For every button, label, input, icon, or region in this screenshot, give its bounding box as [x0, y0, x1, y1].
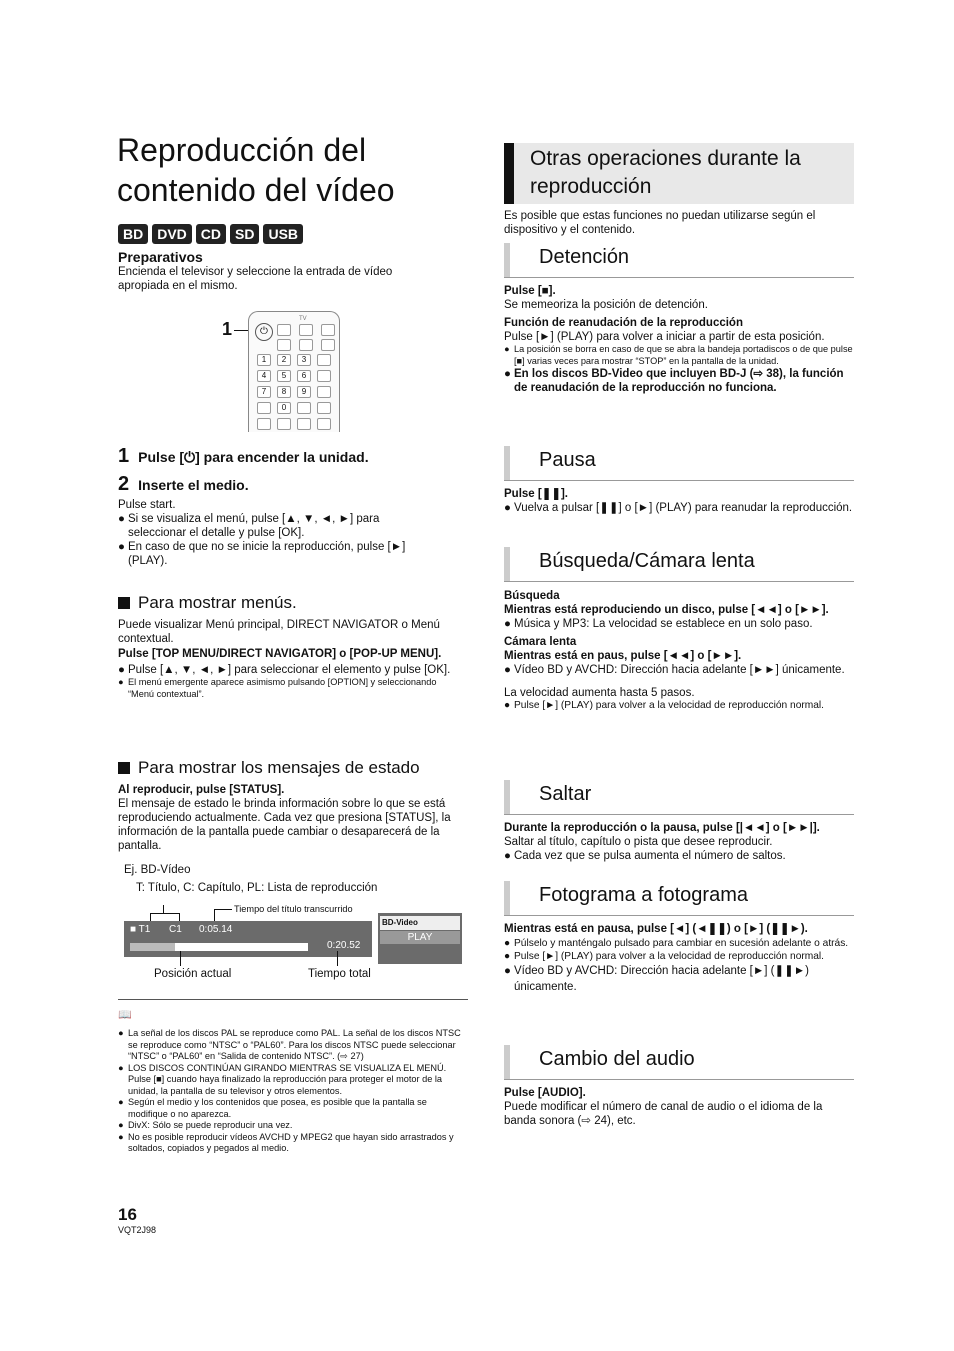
elapsed-pointer-line — [214, 909, 215, 921]
notes-list — [118, 1028, 468, 1155]
status-example: Ej. BD-Vídeo — [124, 864, 191, 876]
menus-heading-text: Para mostrar menús. — [138, 593, 297, 612]
tc-bracket-stem — [163, 905, 164, 913]
bullet-icon: ● — [504, 368, 511, 380]
detencion-title: Detención — [539, 246, 630, 268]
main-heading-box — [504, 143, 854, 204]
section-audio — [504, 1045, 854, 1128]
busqueda-bullet-2: Vídeo BD y AVCHD: Dirección hacia adelante [►►] únicamente. — [514, 664, 845, 676]
status-text: El mensaje de estado le brinda información sobre lo que se está reproduciendo actualmente. Cada vez que presiona [STATUS], la información de la pantalla puede cambiar o desaparecerá de la pantalla. — [118, 798, 451, 852]
square-icon — [118, 597, 130, 609]
remote-key — [317, 418, 331, 430]
total-label: Tiempo total — [308, 968, 371, 980]
title-line-1: Reproducción del — [117, 132, 367, 168]
step-1 — [118, 445, 369, 468]
square-icon — [118, 762, 130, 774]
prep-heading: Preparativos — [118, 249, 203, 265]
fotograma-bullet-2: Pulse [►] (PLAY) para volver a la velocidad de reproducción normal. — [514, 950, 825, 962]
remote-key — [317, 386, 331, 398]
step-2-number: 2 — [118, 473, 130, 495]
bullet-icon: ● — [504, 618, 511, 630]
step-2-line: Pulse start. — [118, 499, 176, 511]
menus-body — [118, 618, 458, 700]
detencion-bold-1: Pulse [■]. — [504, 285, 556, 297]
section-pausa — [504, 446, 854, 515]
detencion-bold-2: Función de reanudación de la reproducción — [504, 317, 743, 329]
saltar-title-bar — [504, 780, 854, 815]
busqueda-title-bar — [504, 547, 854, 582]
bullet-icon: ● — [118, 664, 125, 676]
busqueda-h1: Búsqueda — [504, 590, 560, 602]
status-bar-title: ■ T1 — [130, 924, 151, 935]
progress-track — [130, 943, 308, 951]
busqueda-bullet-1: Música y MP3: La velocidad se establece en un solo paso. — [514, 618, 813, 630]
position-label: Posición actual — [154, 968, 232, 980]
bullet-icon: ● — [504, 700, 511, 711]
menus-bullet-1: Pulse [▲, ▼, ◄, ►] para seleccionar el elemento y pulse [OK]. — [128, 664, 451, 676]
fotograma-bold: Mientras está en pausa, pulse [◄] (◄❚❚) o [►] (❚❚►). — [504, 923, 808, 935]
prep-text: Encienda el televisor y seleccione la entrada de vídeo apropiada en el mismo. — [118, 266, 393, 292]
status-heading-text: Para mostrar los mensajes de estado — [138, 758, 420, 777]
status-panel-state: PLAY — [380, 931, 460, 944]
position-pointer — [180, 951, 181, 966]
status-body — [118, 783, 458, 853]
remote-key — [299, 324, 313, 336]
remote-key — [257, 418, 271, 430]
main-heading: Otras operaciones durante la reproducción — [530, 147, 801, 198]
status-heading — [118, 758, 420, 778]
saltar-text: Saltar al título, capítulo o pista que desee reproducir. — [504, 836, 773, 848]
badge-cd: CD — [196, 224, 226, 244]
audio-title-bar — [504, 1045, 854, 1080]
total-pointer — [337, 951, 338, 966]
remote-illustration — [248, 311, 340, 432]
remote-key-8: 8 — [277, 386, 291, 398]
status-bar-elapsed: 0:05.14 — [199, 924, 233, 935]
status-bold: Al reproducir, pulse [STATUS]. — [118, 784, 285, 796]
elapsed-label: Tiempo del título transcurrido — [234, 904, 353, 914]
pausa-title: Pausa — [539, 449, 596, 471]
page-code: VQT2J98 — [118, 1225, 157, 1235]
badge-dvd: DVD — [152, 224, 192, 244]
section-saltar — [504, 780, 854, 863]
note-item: La señal de los discos PAL se reproduce como PAL. La señal de los discos NTSC se reproduce como “NTSC” o “PAL60”. Para los discos NTSC puede seleccionar “NTSC” o “PAL60” en “Salida de contenido NTSC”. (⇨ 27) — [128, 1028, 461, 1061]
elapsed-pointer-tick — [214, 909, 232, 910]
remote-key — [277, 418, 291, 430]
section-detencion — [504, 243, 854, 395]
progress-fill — [130, 943, 175, 951]
remote-callout: 1 — [222, 319, 233, 339]
note-item: No es posible reproducir vídeos AVCHD y MPEG2 que hayan sido arrastrados y soltados, copiados y pegados al medio. — [128, 1131, 454, 1153]
remote-key — [317, 370, 331, 382]
step-2-bullet-2: En caso de que no se inicie la reproducción, pulse [►] (PLAY). — [128, 541, 406, 567]
power-icon: ⏻ — [255, 323, 273, 341]
notes-divider — [118, 999, 468, 1000]
remote-key — [317, 354, 331, 366]
bullet-icon: ● — [118, 1097, 124, 1107]
status-bar — [124, 921, 372, 957]
saltar-bullet-1: Cada vez que se pulsa aumenta el número de saltos. — [514, 850, 786, 862]
bullet-icon: ● — [118, 1120, 124, 1130]
remote-key-0: 0 — [277, 402, 291, 414]
saltar-bold: Durante la reproducción o la pausa, pulse [|◄◄] o [►►|]. — [504, 822, 820, 834]
remote-tv-label: TV — [299, 316, 307, 322]
remote-key — [317, 402, 331, 414]
note-item: DivX: Sólo se puede reproducir una vez. — [128, 1120, 293, 1130]
remote-key — [277, 324, 291, 336]
remote-key — [297, 418, 311, 430]
bullet-icon: ● — [118, 541, 125, 553]
busqueda-title: Búsqueda/Cámara lenta — [539, 550, 755, 572]
busqueda-text: La velocidad aumenta hasta 5 pasos. — [504, 687, 695, 699]
bullet-icon: ● — [504, 502, 511, 514]
bullet-icon: ● — [504, 344, 510, 354]
remote-key — [257, 402, 271, 414]
remote-key-9: 9 — [297, 386, 311, 398]
busqueda-bold-2: Mientras está en paus, pulse [◄◄] o [►►]. — [504, 650, 742, 662]
bullet-icon: ● — [504, 938, 511, 949]
bullet-icon: ● — [504, 664, 511, 676]
step-2 — [118, 473, 249, 496]
badge-usb: USB — [263, 224, 303, 244]
detencion-text-1: Se memeoriza la posición de detención. — [504, 299, 708, 311]
remote-key — [297, 402, 311, 414]
remote-key-6: 6 — [297, 370, 311, 382]
busqueda-bold-1: Mientras está reproduciendo un disco, pulse [◄◄] o [►►]. — [504, 604, 829, 616]
step-2-body — [118, 498, 418, 568]
bullet-icon: ● — [118, 1131, 124, 1142]
intro-text: Es posible que estas funciones no puedan utilizarse según el dispositivo y el contenido. — [504, 210, 816, 236]
remote-key — [321, 339, 335, 351]
badge-sd: SD — [230, 224, 259, 244]
section-fotograma — [504, 881, 854, 995]
pausa-bullet-1: Vuelva a pulsar [❚❚] o [►] (PLAY) para reanudar la reproducción. — [514, 502, 853, 514]
step-1-text: Pulse [⏻] para encender la unidad. — [138, 449, 369, 465]
fotograma-title-bar — [504, 881, 854, 916]
status-bar-total: 0:20.52 — [327, 940, 361, 951]
remote-key — [277, 339, 291, 351]
remote-key-2: 2 — [277, 354, 291, 366]
remote-key-3: 3 — [297, 354, 311, 366]
fotograma-title: Fotograma a fotograma — [539, 884, 748, 906]
fotograma-bullet-1: Púlselo y manténgalo pulsado para cambiar en sucesión adelante o atrás. — [514, 938, 849, 949]
detencion-title-bar — [504, 243, 854, 278]
step-2-text: Inserte el medio. — [138, 477, 249, 493]
pausa-bold: Pulse [❚❚]. — [504, 488, 569, 500]
section-busqueda — [504, 547, 854, 713]
status-panel — [378, 913, 462, 964]
pausa-title-bar — [504, 446, 854, 481]
busqueda-h2: Cámara lenta — [504, 636, 577, 648]
audio-bold: Pulse [AUDIO]. — [504, 1087, 586, 1099]
step-1-number: 1 — [118, 445, 130, 467]
status-bar-chapter: C1 — [169, 924, 182, 935]
title-line-2: contenido del vídeo — [117, 172, 395, 208]
badge-bd: BD — [118, 224, 148, 244]
heading-bar — [504, 143, 514, 204]
book-icon: 📖 — [118, 1009, 132, 1021]
busqueda-bullet-3: Pulse [►] (PLAY) para volver a la velocidad de reproducción normal. — [514, 700, 825, 711]
status-legend: T: Título, C: Capítulo, PL: Lista de reproducción — [136, 882, 378, 894]
note-item: Según el medio y los contenidos que posea, es posible que la pantalla se modifique o no aparezca. — [128, 1097, 427, 1119]
bullet-icon: ● — [118, 513, 125, 525]
bullet-icon: ● — [118, 1028, 124, 1038]
prep-section — [118, 249, 438, 293]
bullet-icon: ● — [118, 1062, 124, 1073]
detencion-bullet-2: En los discos BD-Video que incluyen BD-J (⇨ 38), la función de reanudación de la reproducción no funciona. — [514, 368, 844, 394]
menus-bold: Pulse [TOP MENU/DIRECT NAVIGATOR] o [POP-UP MENU]. — [118, 648, 442, 660]
bullet-icon: ● — [504, 965, 511, 977]
remote-key-5: 5 — [277, 370, 291, 382]
bullet-icon: ● — [504, 850, 511, 862]
remote-key-7: 7 — [257, 386, 271, 398]
audio-title: Cambio del audio — [539, 1048, 695, 1070]
remote-key-4: 4 — [257, 370, 271, 382]
remote-key-1: 1 — [257, 354, 271, 366]
remote-key — [321, 324, 335, 336]
menus-text: Puede visualizar Menú principal, DIRECT NAVIGATOR o Menú contextual. — [118, 619, 440, 645]
page-title — [117, 130, 477, 210]
detencion-bullet-1: La posición se borra en caso de que se abra la bandeja portadiscos o de que pulse [■] varias veces para mostrar “STOP” en la pantalla de la unidad. — [514, 344, 853, 366]
status-panel-title: BD-Video — [380, 916, 460, 930]
note-item: LOS DISCOS CONTINÚAN GIRANDO MIENTRAS SE VISUALIZA EL MENÚ. Pulse [■] cuando haya finalizado la reproducción para proteger el motor de la unidad, la pantalla de su televisor y otros elementos. — [128, 1062, 447, 1096]
bullet-icon: ● — [118, 677, 124, 687]
audio-text: Puede modificar el número de canal de audio o el idioma de la banda sonora (⇨ 24), etc. — [504, 1101, 823, 1127]
page-number: 16 — [118, 1205, 137, 1224]
fotograma-bullet-3: Vídeo BD y AVCHD: Dirección hacia adelante [►] (❚❚►) únicamente. — [514, 965, 809, 993]
remote-key — [299, 339, 313, 351]
menus-bullet-2: El menú emergente aparece asimismo pulsando [OPTION] y seleccionando “Menú contextual”. — [128, 677, 437, 699]
detencion-text-2: Pulse [►] (PLAY) para volver a iniciar a partir de esta posición. — [504, 331, 825, 343]
bullet-icon: ● — [504, 950, 511, 962]
media-badges — [118, 224, 303, 244]
saltar-title: Saltar — [539, 783, 592, 805]
step-2-bullet-1: Si se visualiza el menú, pulse [▲, ▼, ◄, ►] para seleccionar el detalle y pulse [OK]. — [128, 513, 380, 539]
menus-heading — [118, 593, 297, 613]
